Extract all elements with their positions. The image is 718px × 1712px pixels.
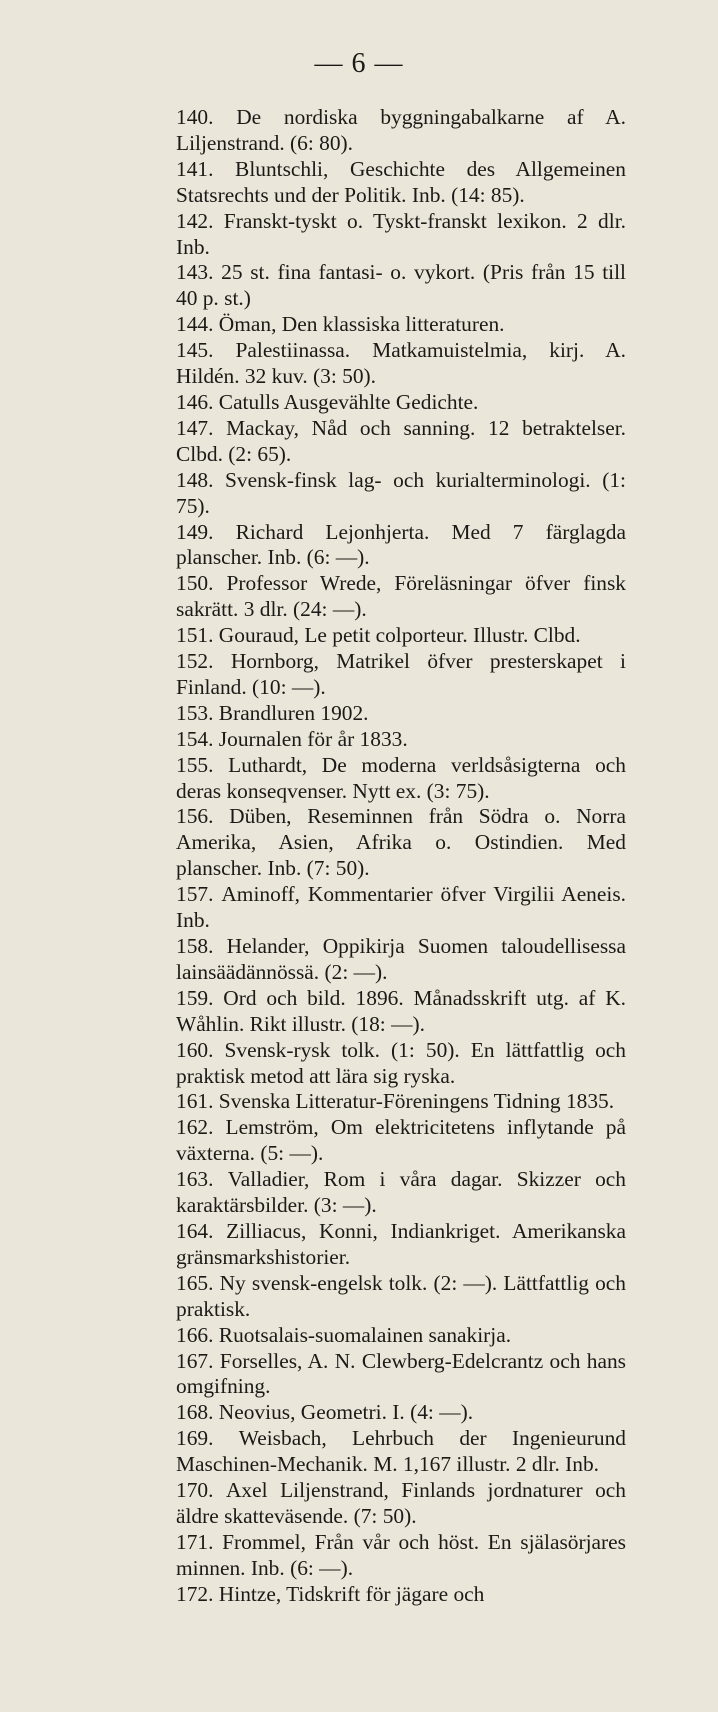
entry-text: Palestiinassa. Matkamuistelmia, kirj. A. Hildén. 32 kuv. (3: 50). [176,338,626,389]
entry-text: Öman, Den klassiska litteraturen. [218,312,505,337]
entry-number: 167. [176,1348,214,1373]
catalog-entry [176,1167,626,1219]
entry-text: Professor Wrede, Föreläsningar öfver finsk sakrätt. 3 dlr. (24: —). [176,571,626,622]
entry-number: 156. [176,804,214,829]
entry-number: 169. [176,1426,214,1451]
catalog-entry [176,157,626,209]
catalog-entry [176,1582,626,1608]
catalog-entry [176,468,626,520]
catalog-entry [176,312,626,338]
entry-number: 142. [176,208,214,233]
entry-number: 154. [176,726,214,751]
catalog-entry [176,1038,626,1090]
catalog-entry [176,260,626,312]
entry-number: 161. [176,1089,214,1114]
page-number: — 6 — [314,48,404,79]
catalog-entry [176,338,626,390]
entry-text: Axel Liljenstrand, Finlands jordnaturer och äldre skatteväsende. (7: 50). [176,1478,626,1528]
entry-text: Zilliacus, Konni, Indiankriget. Amerikanska gränsmarkshistorier. [176,1218,626,1269]
entry-number: 157. [176,882,214,907]
entry-number: 168. [176,1400,214,1425]
entry-text: Ord och bild. 1896. Månadsskrift utg. af K. Wåhlin. Rikt illustr. (18: —). [176,985,626,1036]
catalog-entry [176,1089,626,1115]
catalog-entry [176,1478,626,1530]
catalog-entries [176,105,626,1608]
entry-number: 162. [176,1115,214,1140]
entry-number: 148. [176,467,214,492]
entry-text: Journalen för år 1833. [218,726,408,751]
entry-number: 147. [176,415,214,440]
catalog-entry [176,1530,626,1582]
catalog-entry [176,649,626,701]
entry-text: Franskt-tyskt o. Tyskt-franskt lexikon. 2 dlr. Inb. [176,208,626,259]
entry-text: Svensk-rysk tolk. (1: 50). En lättfattlig och praktisk metod att lära sig ryska. [176,1037,626,1088]
entry-number: 152. [176,649,214,674]
entry-text: Aminoff, Kommentarier öfver Virgilii Aeneis. Inb. [176,882,626,933]
catalog-entry [176,934,626,986]
catalog-entry [176,1323,626,1349]
entry-number: 165. [176,1270,214,1295]
catalog-entry [176,390,626,416]
entry-text: Luthardt, De moderna verldsåsigterna och deras konseqvenser. Nytt ex. (3: 75). [176,752,626,803]
catalog-entry [176,1219,626,1271]
entry-number: 140. [176,105,214,129]
entry-number: 150. [176,571,214,596]
catalog-entry [176,986,626,1038]
catalog-entry [176,416,626,468]
entry-text: Weisbach, Lehrbuch der Ingenieurund Maschinen-Mechanik. M. 1,167 illustr. 2 dlr. Inb. [176,1426,626,1477]
catalog-entry [176,701,626,727]
entry-text: De nordiska byggningabalkarne af A. Liljenstrand. (6: 80). [176,105,626,155]
catalog-entry [176,1426,626,1478]
catalog-entry [176,882,626,934]
entry-text: Hornborg, Matrikel öfver presterskapet i Finland. (10: —). [176,649,626,699]
entry-text: Hintze, Tidskrift för jägare och [218,1581,485,1606]
catalog-entry [176,1271,626,1323]
entry-number: 149. [176,519,214,544]
catalog-entry [176,804,626,882]
catalog-entry [176,520,626,572]
catalog-entry [176,571,626,623]
entry-text: Neovius, Geometri. I. (4: —). [218,1400,474,1425]
entry-number: 143. [176,260,214,285]
entry-text: Valladier, Rom i våra dagar. Skizzer och karaktärsbilder. (3: —). [176,1167,626,1218]
entry-number: 158. [176,934,214,958]
entry-text: Catulls Ausgevählte Gedichte. [218,389,479,414]
entry-number: 160. [176,1037,214,1062]
catalog-entry [176,209,626,261]
catalog-entry [176,1349,626,1401]
entry-number: 164. [176,1218,214,1243]
entry-text: Ruotsalais-suomalainen sanakirja. [218,1322,512,1347]
entry-text: Svenska Litteratur-Föreningens Tidning 1835. [218,1089,615,1114]
entry-text: Mackay, Nåd och sanning. 12 betraktelser. Clbd. (2: 65). [176,415,626,466]
entry-number: 144. [176,312,214,337]
entry-number: 172. [176,1581,214,1606]
entry-number: 170. [176,1478,214,1503]
entry-text: Forselles, A. N. Clewberg-Edelcrantz och hans omgifning. [176,1348,626,1399]
entry-text: Gouraud, Le petit colporteur. Illustr. Clbd. [218,623,581,648]
catalog-entry [176,1400,626,1426]
entry-number: 166. [176,1322,214,1347]
entry-text: 25 st. fina fantasi- o. vykort. (Pris från 15 till 40 p. st.) [176,260,626,311]
entry-number: 155. [176,752,214,777]
entry-number: 159. [176,985,214,1010]
entry-number: 141. [176,156,214,181]
entry-number: 146. [176,389,214,414]
entry-number: 151. [176,623,214,648]
entry-number: 171. [176,1529,214,1554]
catalog-entry [176,727,626,753]
catalog-entry [176,753,626,805]
catalog-entry [176,623,626,649]
entry-text: Richard Lejonhjerta. Med 7 färglagda planscher. Inb. (6: —). [176,519,626,570]
entry-number: 163. [176,1167,214,1192]
entry-text: Frommel, Från vår och höst. En själasörjares minnen. Inb. (6: —). [176,1529,626,1580]
entry-text: Lemström, Om elektricitetens inflytande på växterna. (5: —). [176,1115,626,1166]
entry-text: Bluntschli, Geschichte des Allgemeinen Statsrechts und der Politik. Inb. (14: 85). [176,156,626,207]
entry-text: Svensk-finsk lag- och kurialterminologi. (1: 75). [176,467,626,518]
entry-text: Düben, Reseminnen från Södra o. Norra Amerika, Asien, Afrika o. Ostindien. Med planscher. Inb. (7: 50). [176,804,626,881]
entry-number: 153. [176,700,214,725]
entry-text: Helander, Oppikirja Suomen taloudellisessa lainsäädännössä. (2: —). [176,934,626,984]
entry-number: 145. [176,338,214,363]
entry-text: Brandluren 1902. [218,700,369,725]
catalog-entry [176,1115,626,1167]
catalog-entry [176,105,626,157]
entry-text: Ny svensk-engelsk tolk. (2: —). Lättfattlig och praktisk. [176,1270,626,1321]
